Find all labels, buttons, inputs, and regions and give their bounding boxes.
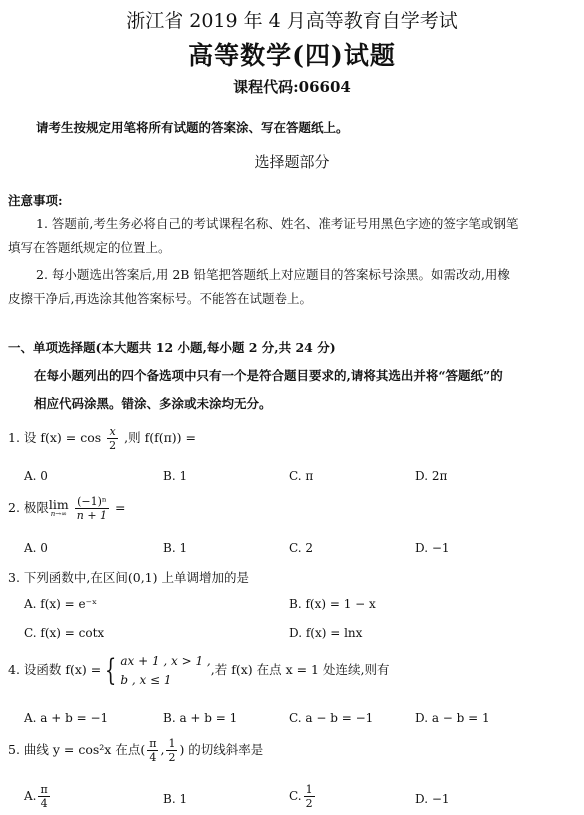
q1-option-b: B. 1 (163, 469, 188, 483)
q2-limit-label: lim (48, 496, 69, 512)
q5-option-a-numerator: π (40, 783, 48, 796)
subject-title: 高等数学(四)试题 (188, 41, 396, 70)
attention-item1-line2: 填写在答题纸规定的位置上。 (8, 240, 171, 255)
q4-case-2: b , x ≤ 1 (120, 672, 172, 687)
q3-option-b: B. f(x) = 1 − x (289, 597, 376, 611)
q5-option-c-denominator: 2 (305, 797, 313, 810)
q5-point-x-denominator: 4 (149, 751, 157, 764)
q2-fraction (75, 496, 109, 521)
q1-stem-suffix: ,则 f(f(π)) = (124, 430, 197, 445)
q5-option-c-label: C. (289, 789, 302, 803)
q1-fraction (107, 426, 118, 451)
question-1-stem (8, 426, 196, 451)
q5-option-d: D. −1 (415, 792, 450, 806)
q5-option-c (289, 784, 317, 809)
attention-item2-line1: 2. 每小题选出答案后,用 2B 铅笔把答题纸上对应题目的答案标号涂黑。如需改动,用橡 (36, 267, 510, 282)
q5-point-y-denominator: 2 (168, 751, 176, 764)
left-brace-icon: { (105, 652, 117, 688)
q5-point-comma: , (160, 742, 165, 757)
q1-stem-prefix: 1. 设 f(x) = cos (8, 430, 102, 445)
attention-item1-line1: 1. 答题前,考生务必将自己的考试课程名称、姓名、准考证号用黑色字迹的签字笔或钢笔 (36, 216, 519, 231)
q4-stem-prefix: 4. 设函数 f(x) = (8, 662, 102, 678)
answer-notice: 请考生按规定用笔将所有试题的答案涂、写在答题纸上。 (36, 120, 349, 135)
q5-point-x (147, 738, 158, 763)
attention-heading: 注意事项: (8, 193, 63, 208)
q2-limit-subscript: n→∞ (50, 510, 67, 519)
section-title: 一、单项选择题(本大题共 12 小题,每小题 2 分,共 24 分) (8, 340, 336, 355)
q2-fraction-denominator: n + 1 (76, 509, 108, 522)
q1-option-c: C. π (289, 469, 314, 483)
question-2-stem (8, 496, 126, 521)
q3-option-a: A. f(x) = e⁻ˣ (24, 597, 98, 611)
q1-fraction-denominator: 2 (109, 439, 117, 452)
section-instruction-line1: 在每小题列出的四个备选项中只有一个是符合题目要求的,请将其选出并将“答题纸”的 (34, 368, 503, 383)
q5-point-y-numerator: 1 (168, 737, 176, 750)
q5-option-a-fraction (38, 784, 49, 809)
q5-option-a (24, 784, 52, 809)
q1-option-d: D. 2π (415, 469, 448, 483)
q1-option-a: A. 0 (24, 469, 48, 483)
q2-limit (48, 496, 69, 519)
q5-option-a-label: A. (24, 789, 37, 803)
q5-option-c-fraction (304, 784, 315, 809)
q4-option-d: D. a − b = 1 (415, 711, 490, 725)
q5-stem-prefix: 5. 曲线 y = cos²x 在点( (8, 742, 146, 757)
part-title: 选择题部分 (254, 153, 330, 171)
q3-option-d: D. f(x) = lnx (289, 626, 363, 640)
q4-case-1: ax + 1 , x > 1 , (120, 654, 211, 668)
q4-stem-suffix: ,若 f(x) 在点 x = 1 处连续,则有 (210, 662, 390, 678)
q4-option-b: B. a + b = 1 (163, 711, 238, 725)
q5-option-a-denominator: 4 (40, 797, 48, 810)
q2-fraction-numerator: (−1)ⁿ (75, 496, 109, 509)
q3-option-c: C. f(x) = cotx (24, 626, 105, 640)
q2-option-a: A. 0 (24, 541, 48, 555)
q2-option-b: B. 1 (163, 541, 188, 555)
exam-title: 浙江省 2019 年 4 月高等教育自学考试 (126, 10, 458, 32)
q5-option-b: B. 1 (163, 792, 188, 806)
attention-item2-line2: 皮擦干净后,再选涂其他答案标号。不能答在试题卷上。 (8, 291, 312, 306)
question-3-stem: 3. 下列函数中,在区间(0,1) 上单调增加的是 (8, 570, 249, 585)
course-code: 课程代码:06604 (233, 78, 351, 96)
q4-option-a: A. a + b = −1 (24, 711, 109, 725)
q5-point-y (166, 738, 177, 763)
q2-stem-prefix: 2. 极限 (8, 500, 49, 515)
q4-option-c: C. a − b = −1 (289, 711, 374, 725)
q2-option-d: D. −1 (415, 541, 450, 555)
section-instruction-line2: 相应代码涂黑。错涂、多涂或未涂均无分。 (34, 396, 272, 411)
q5-option-c-numerator: 1 (305, 783, 313, 796)
q2-stem-suffix: = (115, 500, 126, 515)
q4-piecewise (120, 652, 210, 689)
question-5-stem (8, 738, 263, 763)
q5-stem-suffix: ) 的切线斜率是 (179, 742, 264, 757)
q2-option-c: C. 2 (289, 541, 314, 555)
question-4-stem (8, 652, 389, 689)
q1-fraction-numerator: x (107, 426, 118, 439)
q5-point-x-numerator: π (149, 737, 157, 750)
